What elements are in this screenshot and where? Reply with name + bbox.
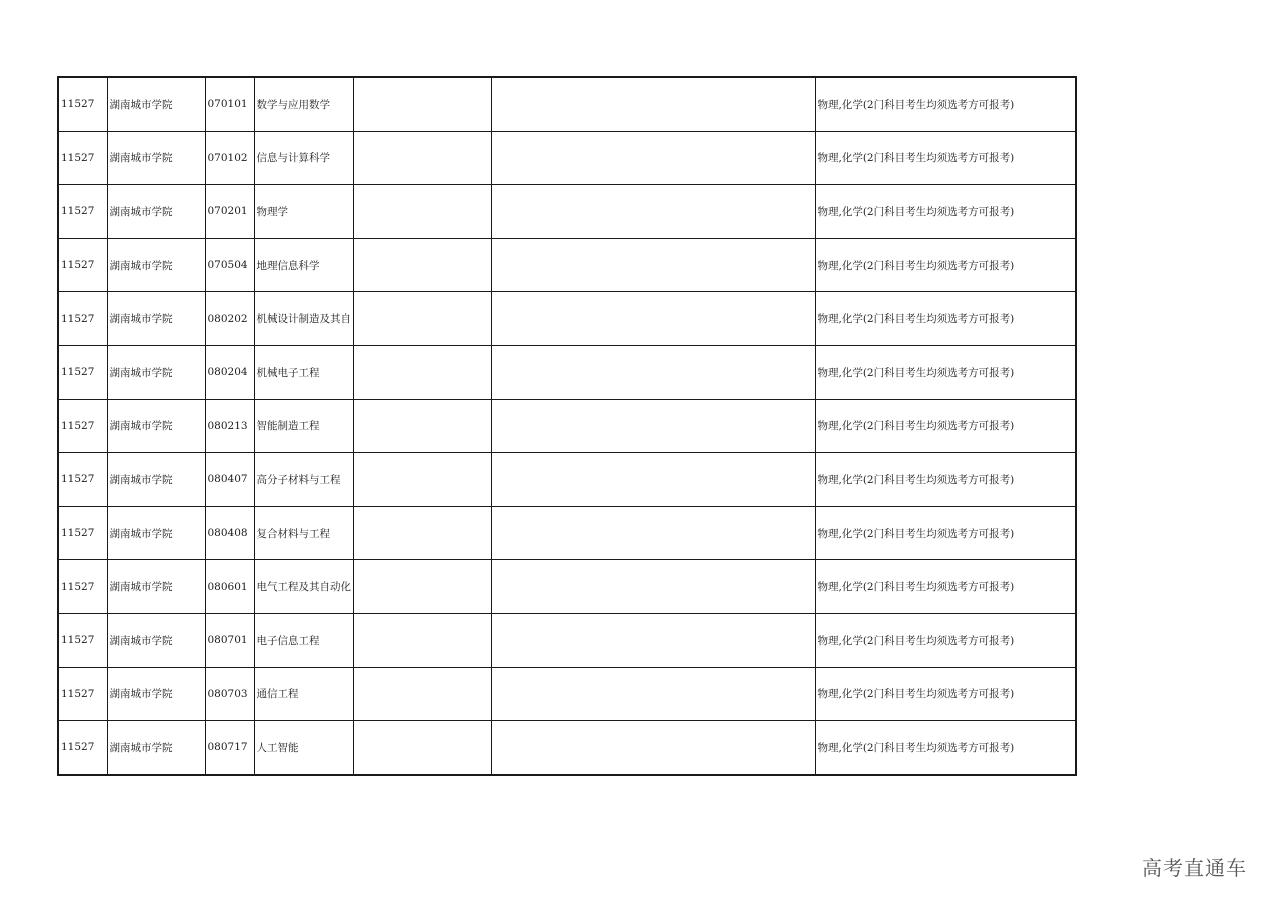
major-name-cell: 物理学	[254, 185, 353, 239]
blank-cell	[353, 667, 491, 721]
table-row	[58, 613, 1076, 667]
school-name-cell: 湖南城市学院	[107, 345, 205, 399]
subject-requirement-cell: 物理,化学(2门科目考生均须选考方可报考)	[815, 77, 1076, 131]
school-code-cell: 11527	[58, 613, 107, 667]
blank-cell	[491, 345, 815, 399]
blank-cell	[491, 667, 815, 721]
table-row	[58, 721, 1076, 775]
blank-cell	[491, 185, 815, 239]
school-name-cell: 湖南城市学院	[107, 238, 205, 292]
table-row	[58, 453, 1076, 507]
school-name-cell: 湖南城市学院	[107, 292, 205, 346]
major-name-cell: 电气工程及其自动化	[254, 560, 353, 614]
major-code-cell: 070101	[205, 77, 254, 131]
major-name-cell: 机械电子工程	[254, 345, 353, 399]
subject-requirement-cell: 物理,化学(2门科目考生均须选考方可报考)	[815, 560, 1076, 614]
table-row	[58, 667, 1076, 721]
blank-cell	[353, 131, 491, 185]
blank-cell	[353, 185, 491, 239]
table-row	[58, 292, 1076, 346]
table-row	[58, 345, 1076, 399]
blank-cell	[353, 292, 491, 346]
blank-cell	[491, 613, 815, 667]
blank-cell	[353, 721, 491, 775]
subject-requirement-cell: 物理,化学(2门科目考生均须选考方可报考)	[815, 292, 1076, 346]
blank-cell	[491, 399, 815, 453]
major-code-cell: 070201	[205, 185, 254, 239]
major-code-cell: 080717	[205, 721, 254, 775]
table-row	[58, 131, 1076, 185]
school-name-cell: 湖南城市学院	[107, 721, 205, 775]
blank-cell	[353, 345, 491, 399]
school-name-cell: 湖南城市学院	[107, 77, 205, 131]
school-code-cell: 11527	[58, 345, 107, 399]
school-code-cell: 11527	[58, 667, 107, 721]
major-code-cell: 080407	[205, 453, 254, 507]
watermark-text: 高考直通车	[1142, 856, 1247, 880]
blank-cell	[353, 506, 491, 560]
table-row	[58, 506, 1076, 560]
subject-requirement-cell: 物理,化学(2门科目考生均须选考方可报考)	[815, 238, 1076, 292]
table-row	[58, 185, 1076, 239]
subject-requirement-cell: 物理,化学(2门科目考生均须选考方可报考)	[815, 399, 1076, 453]
major-name-cell: 数学与应用数学	[254, 77, 353, 131]
major-name-cell: 信息与计算科学	[254, 131, 353, 185]
major-name-cell: 机械设计制造及其自	[254, 292, 353, 346]
school-name-cell: 湖南城市学院	[107, 560, 205, 614]
blank-cell	[491, 238, 815, 292]
table-body	[58, 77, 1076, 775]
blank-cell	[353, 560, 491, 614]
school-code-cell: 11527	[58, 77, 107, 131]
major-code-cell: 070102	[205, 131, 254, 185]
school-name-cell: 湖南城市学院	[107, 667, 205, 721]
blank-cell	[491, 721, 815, 775]
major-name-cell: 通信工程	[254, 667, 353, 721]
subject-requirement-cell: 物理,化学(2门科目考生均须选考方可报考)	[815, 506, 1076, 560]
subject-requirement-cell: 物理,化学(2门科目考生均须选考方可报考)	[815, 613, 1076, 667]
table-row	[58, 77, 1076, 131]
subject-requirement-cell: 物理,化学(2门科目考生均须选考方可报考)	[815, 721, 1076, 775]
major-code-cell: 080204	[205, 345, 254, 399]
school-code-cell: 11527	[58, 399, 107, 453]
major-code-cell: 080601	[205, 560, 254, 614]
major-code-cell: 080213	[205, 399, 254, 453]
blank-cell	[491, 131, 815, 185]
school-code-cell: 11527	[58, 131, 107, 185]
major-code-cell: 080202	[205, 292, 254, 346]
major-name-cell: 智能制造工程	[254, 399, 353, 453]
subject-requirement-cell: 物理,化学(2门科目考生均须选考方可报考)	[815, 453, 1076, 507]
table-row	[58, 238, 1076, 292]
blank-cell	[491, 506, 815, 560]
school-code-cell: 11527	[58, 506, 107, 560]
major-code-cell: 080408	[205, 506, 254, 560]
school-code-cell: 11527	[58, 238, 107, 292]
blank-cell	[491, 77, 815, 131]
school-code-cell: 11527	[58, 185, 107, 239]
school-name-cell: 湖南城市学院	[107, 185, 205, 239]
school-code-cell: 11527	[58, 560, 107, 614]
subject-requirement-cell: 物理,化学(2门科目考生均须选考方可报考)	[815, 131, 1076, 185]
subject-requirement-cell: 物理,化学(2门科目考生均须选考方可报考)	[815, 667, 1076, 721]
major-name-cell: 电子信息工程	[254, 613, 353, 667]
school-code-cell: 11527	[58, 721, 107, 775]
blank-cell	[353, 399, 491, 453]
blank-cell	[353, 77, 491, 131]
major-name-cell: 高分子材料与工程	[254, 453, 353, 507]
school-name-cell: 湖南城市学院	[107, 506, 205, 560]
school-code-cell: 11527	[58, 292, 107, 346]
school-name-cell: 湖南城市学院	[107, 613, 205, 667]
blank-cell	[353, 613, 491, 667]
school-name-cell: 湖南城市学院	[107, 399, 205, 453]
table-row	[58, 560, 1076, 614]
admission-requirements-table	[57, 76, 1077, 776]
blank-cell	[491, 292, 815, 346]
major-code-cell: 080703	[205, 667, 254, 721]
subject-requirement-cell: 物理,化学(2门科目考生均须选考方可报考)	[815, 185, 1076, 239]
major-code-cell: 070504	[205, 238, 254, 292]
blank-cell	[353, 238, 491, 292]
table-row	[58, 399, 1076, 453]
major-code-cell: 080701	[205, 613, 254, 667]
blank-cell	[353, 453, 491, 507]
school-name-cell: 湖南城市学院	[107, 131, 205, 185]
school-name-cell: 湖南城市学院	[107, 453, 205, 507]
major-name-cell: 复合材料与工程	[254, 506, 353, 560]
subject-requirement-cell: 物理,化学(2门科目考生均须选考方可报考)	[815, 345, 1076, 399]
major-name-cell: 地理信息科学	[254, 238, 353, 292]
major-name-cell: 人工智能	[254, 721, 353, 775]
school-code-cell: 11527	[58, 453, 107, 507]
blank-cell	[491, 560, 815, 614]
blank-cell	[491, 453, 815, 507]
